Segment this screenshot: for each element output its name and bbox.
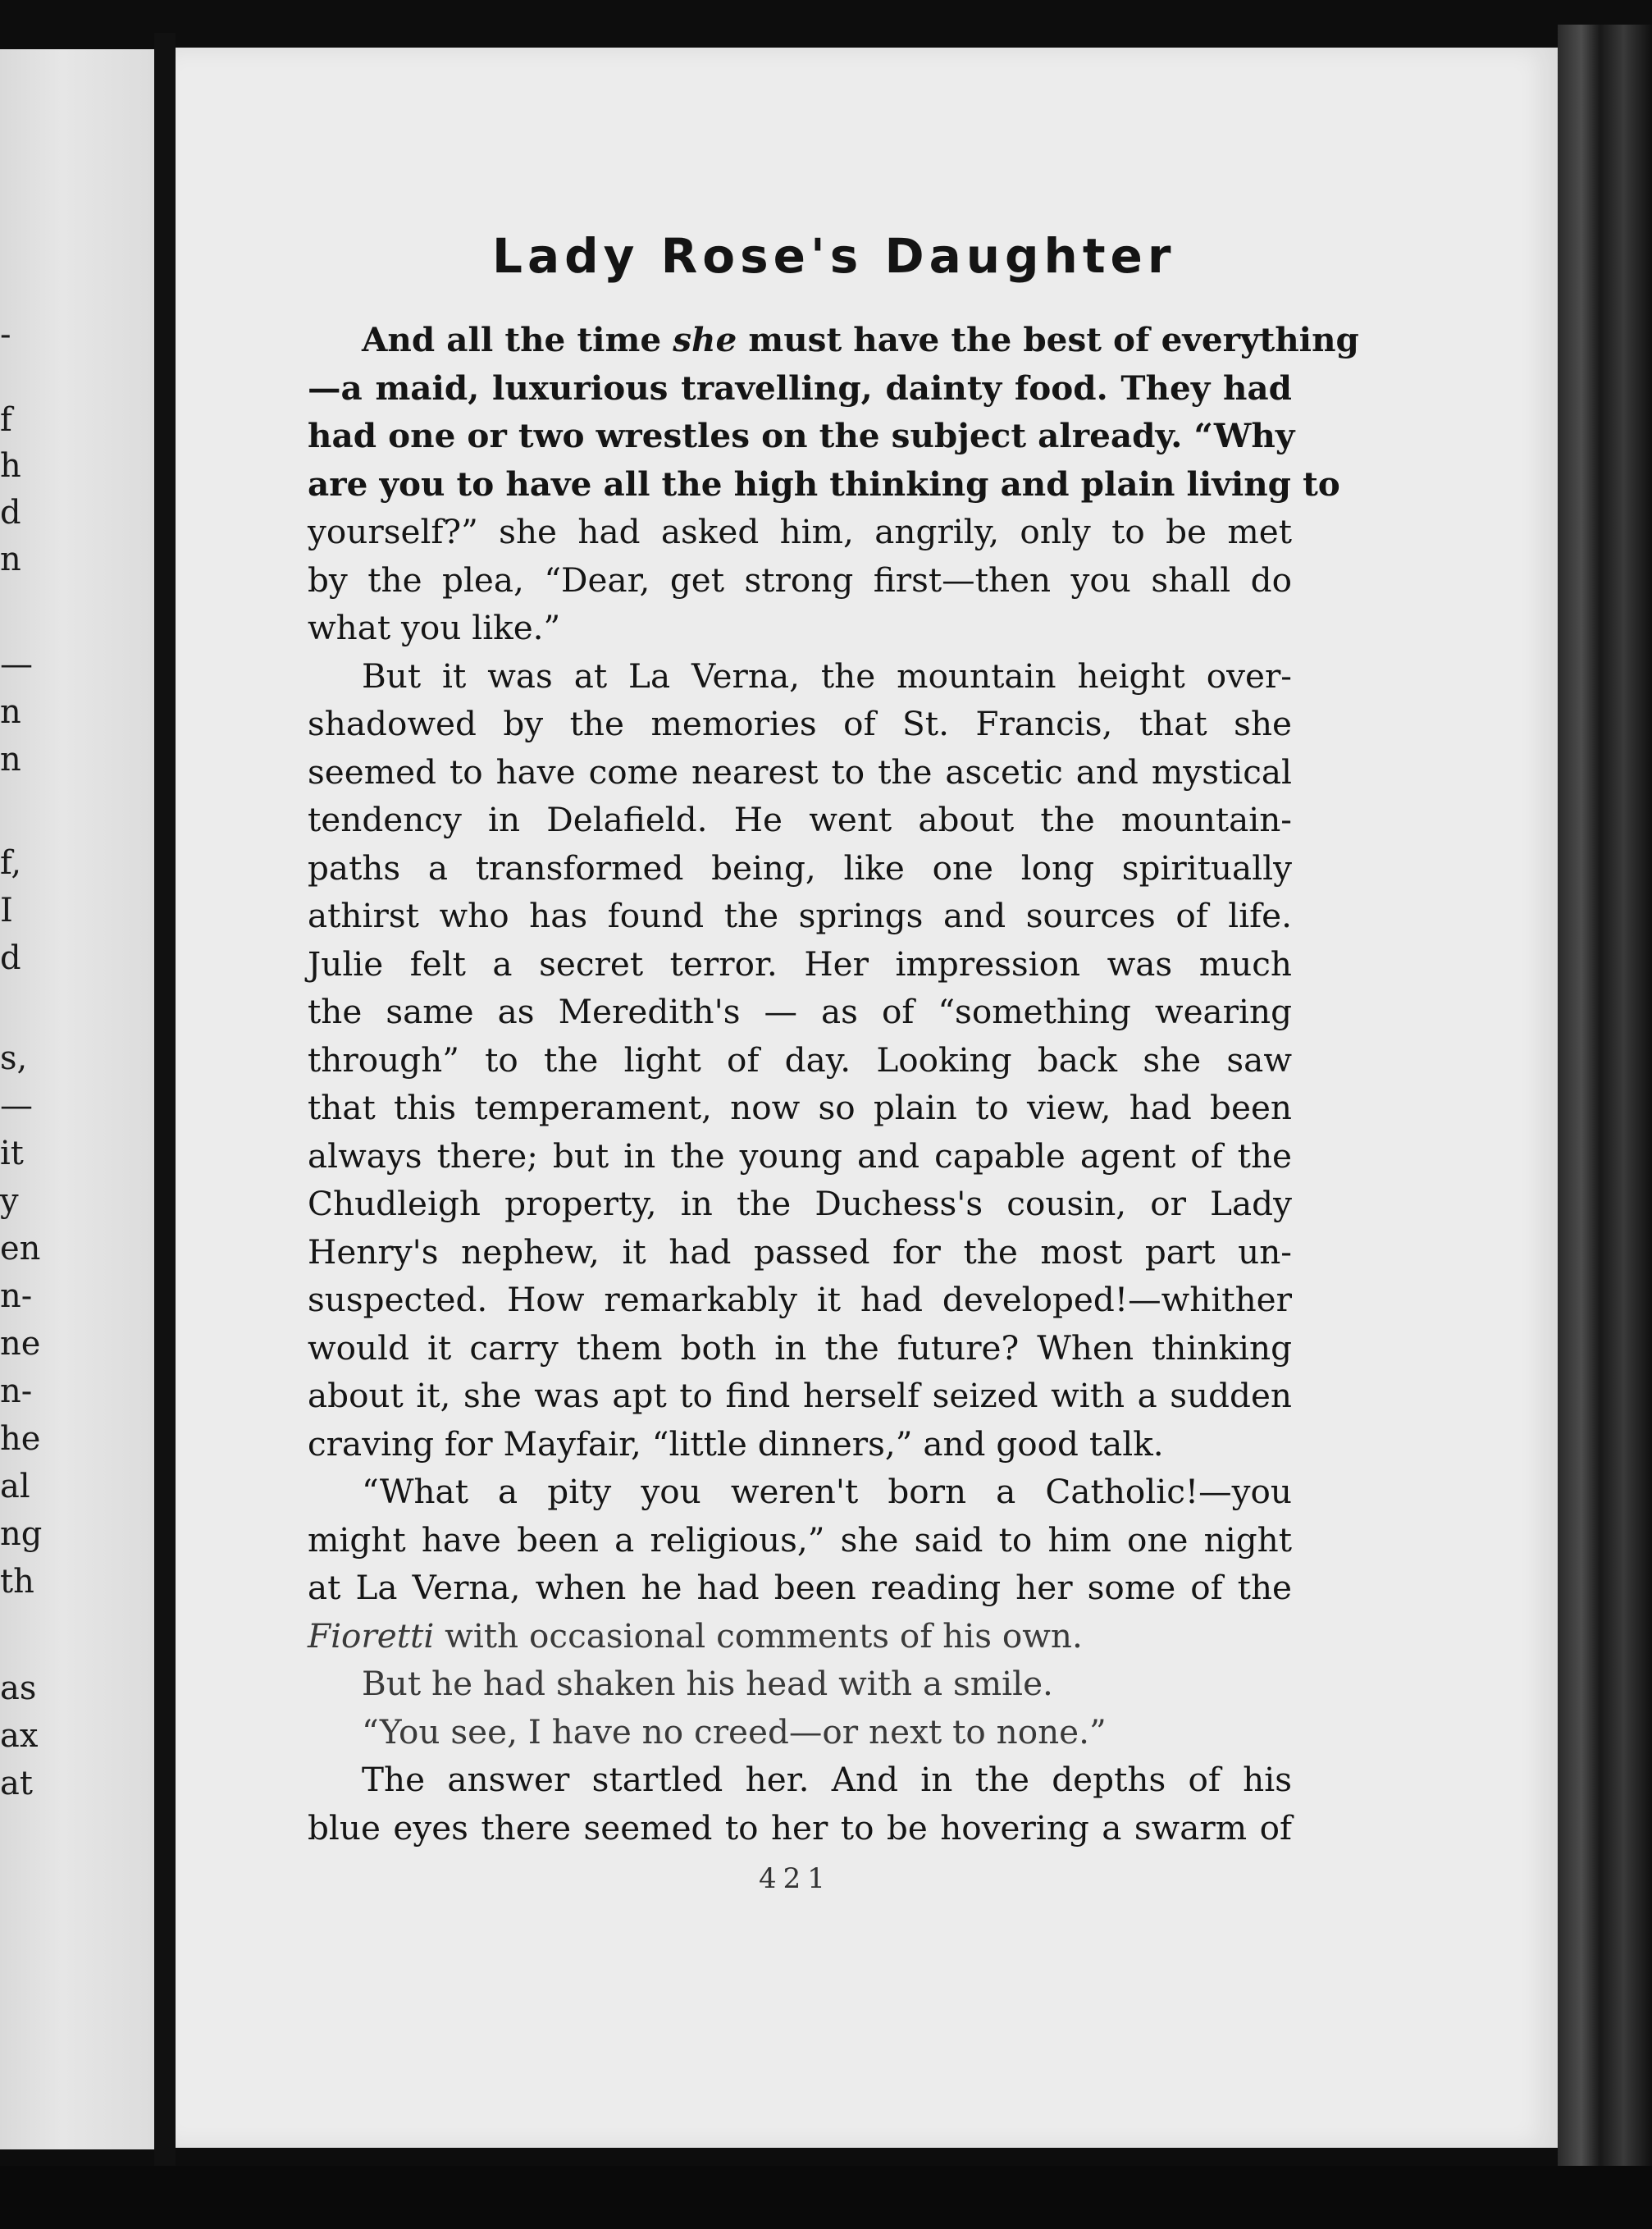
facing-page-fragment: ax xyxy=(0,1717,39,1755)
text-line: athirst who has found the springs and sources of life. xyxy=(308,896,1292,935)
text-line: Julie felt a secret terror. Her impression was much xyxy=(308,943,1292,984)
text-line: seemed to have come nearest to the ascetic and mystical xyxy=(308,751,1292,792)
facing-page-fragment: n xyxy=(0,541,21,578)
facing-page-fragment: n xyxy=(0,693,21,731)
text-line: paths a transformed being, like one long spiritually xyxy=(308,847,1292,888)
page-stack-edge xyxy=(1558,25,1652,2207)
facing-page-fragment: th xyxy=(0,1563,34,1601)
text-line: “What a pity you weren't born a Catholic!—you xyxy=(362,1472,1292,1511)
facing-page-fragment: en xyxy=(0,1230,41,1268)
text-line: But it was at La Verna, the mountain height over- xyxy=(362,655,1292,696)
text-line: suspected. How remarkably it had developed!—whither xyxy=(308,1280,1292,1319)
body-text xyxy=(308,316,1359,1852)
text-line: Fioretti with occasional comments of his own. xyxy=(308,1615,1083,1656)
text-line: through” to the light of day. Looking back she saw xyxy=(308,1039,1292,1080)
text-line: might have been a religious,” she said to him one night xyxy=(308,1519,1292,1560)
facing-page-fragment: I xyxy=(0,892,13,930)
text-line: shadowed by the memories of St. Francis, that she xyxy=(308,704,1292,743)
text-line: always there; but in the young and capable agent of the xyxy=(308,1135,1292,1176)
text-line: Henry's nephew, it had passed for the most part un- xyxy=(308,1231,1292,1272)
text-line: the same as Meredith's — as of “something wearing xyxy=(308,992,1292,1031)
text-line: Chudleigh property, in the Duchess's cousin, or Lady xyxy=(308,1184,1292,1223)
facing-page-fragment: ne xyxy=(0,1325,41,1363)
facing-page-fragment: al xyxy=(0,1468,30,1505)
running-head: Lady Rose's Daughter xyxy=(492,228,1176,284)
facing-page-fragment: ng xyxy=(0,1515,43,1553)
facing-page-fragment: at xyxy=(0,1765,33,1802)
text-line: But he had shaken his head with a smile. xyxy=(362,1664,1053,1703)
facing-page-fragment: y xyxy=(0,1182,19,1220)
facing-page-edge xyxy=(0,49,154,2149)
facing-page-fragment: he xyxy=(0,1420,41,1458)
facing-page-fragment: n- xyxy=(0,1277,33,1315)
facing-page-fragment: — xyxy=(0,646,33,683)
text-line: by the plea, “Dear, get strong first—then you shall do xyxy=(308,560,1292,600)
text-line: yourself?” she had asked him, angrily, only to be met xyxy=(308,512,1292,551)
facing-page-fragment: f, xyxy=(0,844,22,882)
facing-page-fragment: n- xyxy=(0,1373,33,1410)
text-line: had one or two wrestles on the subject already. “Why xyxy=(308,416,1295,455)
facing-page-fragment: d xyxy=(0,494,21,532)
text-line: are you to have all the high thinking and plain living to xyxy=(308,464,1340,504)
text-line: about it, she was apt to find herself seized with a sudden xyxy=(308,1376,1292,1415)
book-gutter xyxy=(154,33,176,2182)
facing-page-fragment: as xyxy=(0,1669,37,1707)
text-line: —a maid, luxurious travelling, dainty food. They had xyxy=(308,368,1292,408)
facing-page-fragment: f xyxy=(0,401,12,439)
facing-page-fragment: d xyxy=(0,939,21,977)
text-line: And all the time she must have the best of everything xyxy=(362,320,1359,359)
text-line: what you like.” xyxy=(308,608,561,647)
facing-page-fragment: s, xyxy=(0,1039,28,1077)
scan-border xyxy=(0,2166,1652,2229)
text-line: tendency in Delafield. He went about the mountain- xyxy=(308,800,1292,839)
facing-page-fragment: — xyxy=(0,1087,33,1125)
page-number: 421 xyxy=(759,1862,832,1895)
text-line: blue eyes there seemed to her to be hovering a swarm of xyxy=(308,1807,1292,1848)
facing-page-fragment: it xyxy=(0,1135,24,1172)
text-line: The answer startled her. And in the depths of his xyxy=(362,1760,1292,1799)
text-line: craving for Mayfair, “little dinners,” and good talk. xyxy=(308,1423,1164,1464)
text-line: would it carry them both in the future? When thinking xyxy=(308,1327,1292,1368)
facing-page-fragment: h xyxy=(0,447,21,485)
facing-page-fragment: n xyxy=(0,741,21,779)
text-line: that this temperament, now so plain to view, had been xyxy=(308,1088,1292,1127)
text-line: at La Verna, when he had been reading her some of the xyxy=(308,1568,1292,1607)
text-line: “You see, I have no creed—or next to none.” xyxy=(362,1711,1107,1752)
facing-page-fragment: - xyxy=(0,316,11,354)
